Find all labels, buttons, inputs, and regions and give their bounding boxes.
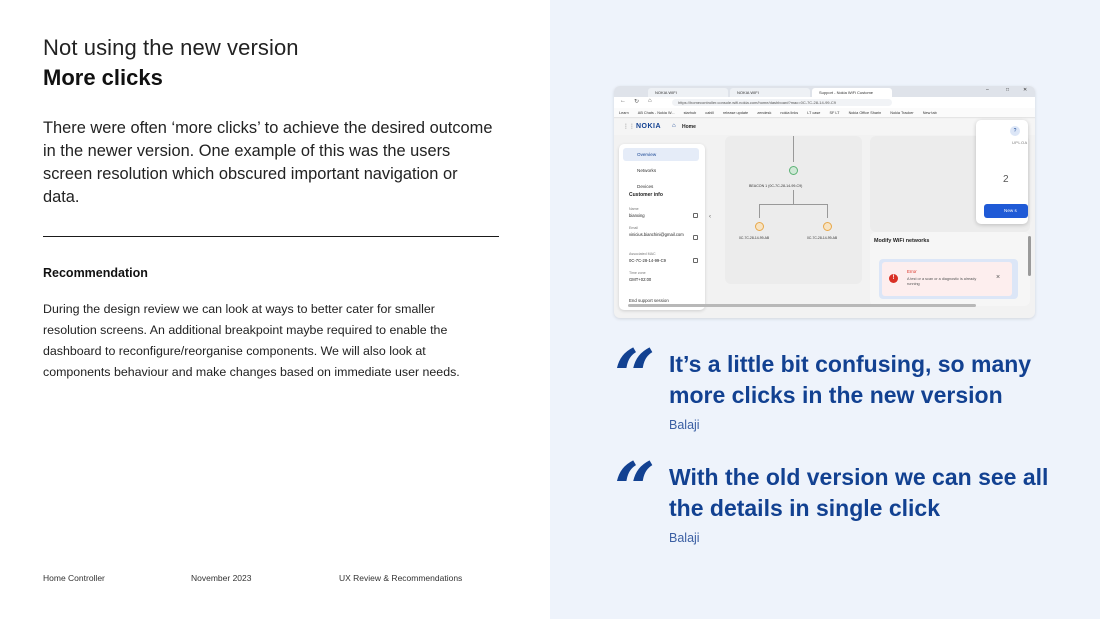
browser-tab: NOKIA WIFI (730, 88, 810, 97)
vertical-scrollbar (1028, 236, 1031, 276)
field-label: Time zone (629, 271, 646, 275)
customer-info-title: Customer info (629, 192, 663, 198)
field-label: Email (629, 226, 638, 230)
bookmark: starhub (683, 111, 697, 115)
footer-date: November 2023 (191, 573, 252, 583)
maximize-icon: □ (1006, 87, 1010, 93)
copy-icon (693, 213, 698, 218)
satellite-node-icon (823, 222, 832, 231)
end-support-session: End support session (629, 298, 669, 303)
satellite-node-icon (755, 222, 764, 231)
quote-author: Balaji (669, 418, 700, 432)
field-value: bianxing (629, 213, 645, 218)
node-label: 0C-7C-28-14-99-AB (739, 236, 770, 240)
nav-overview: Overview (623, 148, 699, 161)
error-icon: ! (889, 274, 898, 283)
modify-wifi-title: Modify WiFi networks (874, 238, 930, 244)
copy-icon (693, 235, 698, 240)
copy-icon (693, 258, 698, 263)
browser-tab-bar (614, 86, 1035, 97)
embedded-screenshot (614, 86, 1035, 318)
quote-text: It’s a little bit confusing, so many more clicks in the new version (669, 351, 1032, 408)
slide-title: Not using the new version (43, 35, 299, 60)
address-bar (614, 97, 1035, 108)
error-message: A test or a scan or a diagnostic is already running (907, 277, 977, 286)
home-label: Home (682, 124, 696, 130)
footer-section: UX Review & Recommendations (339, 573, 463, 583)
chevron-left-icon: ‹ (709, 214, 711, 220)
footer-product: Home Controller (43, 573, 105, 583)
home-icon: ⌂ (648, 98, 652, 104)
bookmark: AB Chats - Nokia W... (637, 111, 675, 115)
field-label: Name (629, 207, 639, 211)
close-icon: ✕ (1023, 87, 1028, 93)
close-icon: × (996, 274, 1001, 281)
quote-author: Balaji (669, 531, 700, 545)
section-divider (43, 236, 499, 237)
topology-panel (725, 136, 862, 284)
bookmark: cahill (705, 111, 714, 115)
beacon-node-icon (789, 166, 798, 175)
bookmark: release update (723, 111, 749, 115)
node-label: 0C-7C-28-14-99-AB (807, 236, 838, 240)
new-session-button: New s (984, 204, 1028, 218)
quote-mark-icon: “ (614, 446, 656, 531)
nav-networks: Networks (637, 168, 657, 173)
recommendation-heading: Recommendation (43, 266, 148, 280)
back-icon: ← (620, 98, 626, 104)
horizontal-scrollbar (628, 304, 976, 307)
field-value: GMT+02:00 (629, 277, 652, 282)
app-header (614, 119, 1035, 135)
upload-label: UPLOA (1012, 140, 1028, 145)
quote-text: With the old version we can see all the details in single click (669, 464, 1049, 521)
reload-icon: ↻ (634, 99, 640, 105)
info-icon: ? (1010, 126, 1020, 136)
bookmark: Learn (619, 111, 629, 115)
bookmark: LT case (807, 111, 821, 115)
bookmark: nokia links (780, 111, 799, 115)
bookmark: Nokia Tracker (890, 111, 914, 115)
slide-subtitle: More clicks (43, 65, 163, 90)
sidebar (619, 144, 705, 310)
nokia-logo: NOKIA (636, 123, 662, 130)
field-label: Associated MAC (629, 252, 656, 256)
bookmark: zendesk (757, 111, 772, 115)
side-popup (976, 120, 1028, 224)
home-icon: ⌂ (672, 123, 676, 129)
browser-tab: NOKIA WIFI (648, 88, 728, 97)
field-value: 0C-7C-28-14-99-C9 (629, 258, 667, 263)
error-title: Error (907, 269, 917, 274)
minimize-icon: – (986, 87, 989, 93)
browser-tab: Support - Nokia WiFi Custome (812, 88, 892, 97)
field-value: vinicius.bianchini@gmail.com (629, 232, 684, 237)
nav-devices: Devices (637, 184, 654, 189)
grid-icon: ⋮⋮ (623, 124, 635, 130)
popup-count: 2 (1003, 174, 1009, 185)
bookmark: SF LT (829, 111, 840, 115)
recommendation-body: During the design review we can look at ways to better cater for smaller resolution screens. An additional breakpoint maybe required to enable the dashboard to reconfigure/reorganise components. We will also look at components behaviour and make changes based on immediate user needs. (43, 302, 460, 379)
bookmark: New tab (922, 111, 937, 115)
quote-mark-icon: “ (614, 333, 656, 418)
beacon-label: BEACON 1 (0C-7C-28-14-99-C9) (749, 184, 803, 188)
intro-paragraph: There were often ‘more clicks’ to achieve the desired outcome in the newer version. One example of this was the users screen resolution which obscured important navigation or data. (43, 119, 493, 206)
bookmarks-bar (614, 108, 1035, 118)
url-field: https://homecontroller.console.wifi.nokia.com/home/dashboard?mac=0C-7C-28-14-99-C9 (672, 99, 892, 106)
bookmark: Nokia Office Sharin (848, 111, 882, 115)
